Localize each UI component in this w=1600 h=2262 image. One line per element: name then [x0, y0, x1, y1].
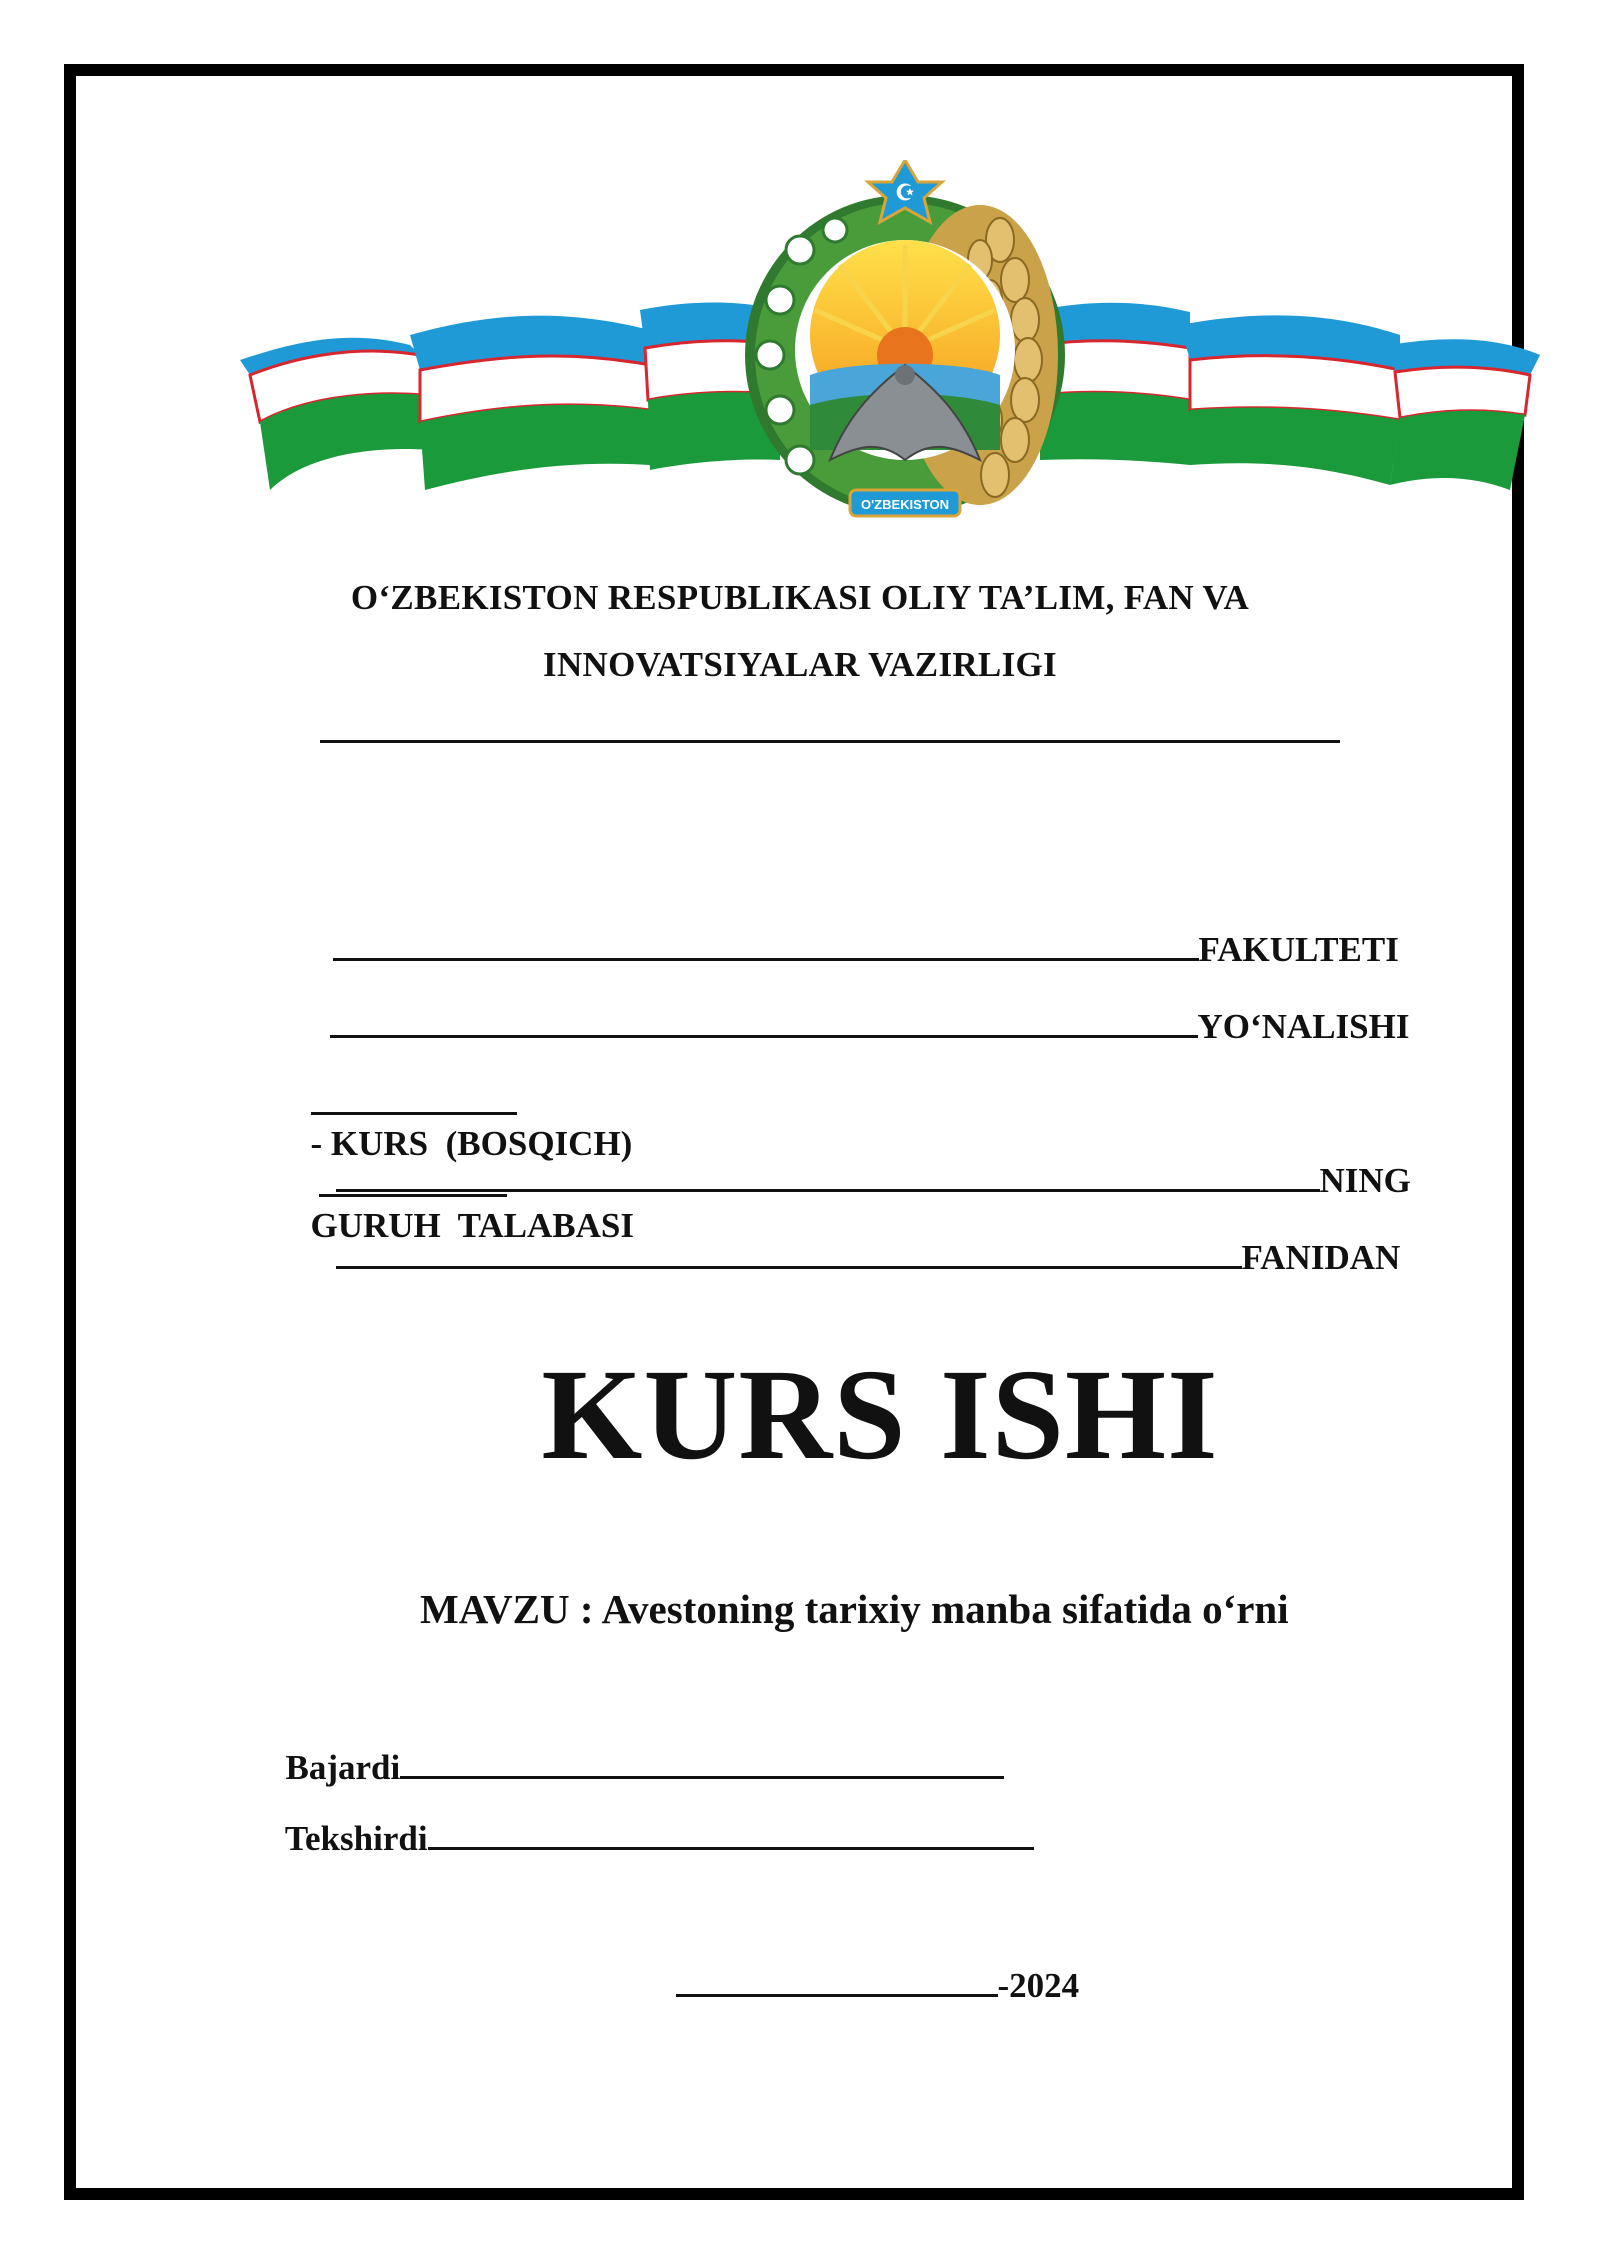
checked-by-label: Tekshirdi — [284, 1819, 428, 1858]
document-title: KURS ISHI — [541, 1343, 1219, 1487]
student-name-blank[interactable] — [336, 1159, 1320, 1192]
flag-ribbon-left — [240, 303, 780, 491]
direction-line — [312, 965, 1409, 1047]
checked-by-line — [268, 1777, 1034, 1859]
course-label: - KURS (BOSQICH) — [310, 1124, 633, 1163]
topic: MAVZU : Avestoning tarixiy manba sifatida o‘rni — [420, 1586, 1289, 1632]
subject-blank[interactable] — [336, 1236, 1242, 1269]
done-by-blank[interactable] — [400, 1746, 1004, 1779]
state-emblem-banner — [240, 160, 1540, 530]
ning-label: NING — [1319, 1161, 1411, 1200]
course-blank[interactable] — [311, 1082, 517, 1115]
group-label: GURUH TALABASI — [310, 1206, 634, 1245]
student-name-line — [318, 1119, 1411, 1201]
direction-label: YO‘NALISHI — [1197, 1007, 1410, 1046]
subject-line — [318, 1196, 1400, 1278]
faculty-blank[interactable] — [333, 928, 1199, 961]
year-line — [658, 1924, 1079, 2006]
subject-label: FANIDAN — [1241, 1238, 1401, 1277]
direction-blank[interactable] — [330, 1005, 1198, 1038]
emblem-ribbon-text: O'ZBEKISTON — [860, 497, 950, 512]
emblem-icon — [745, 160, 1065, 516]
ministry-line-2: INNOVATSIYALAR VAZIRLIGI — [543, 645, 1057, 684]
checked-by-blank[interactable] — [428, 1817, 1034, 1850]
flag-ribbon-right — [1040, 303, 1540, 490]
done-by-line — [268, 1706, 1004, 1788]
date-blank[interactable] — [676, 1964, 998, 1997]
year-label: -2024 — [997, 1966, 1080, 2005]
svg-text:☪: ☪ — [895, 180, 915, 205]
ministry-line-1: O‘ZBEKISTON RESPUBLIKASI OLIY TA’LIM, FAN VA — [350, 578, 1250, 617]
done-by-label: Bajardi — [285, 1748, 401, 1787]
university-blank[interactable] — [320, 740, 1340, 743]
faculty-line — [315, 888, 1399, 970]
faculty-label: FAKULTETI — [1198, 930, 1399, 969]
